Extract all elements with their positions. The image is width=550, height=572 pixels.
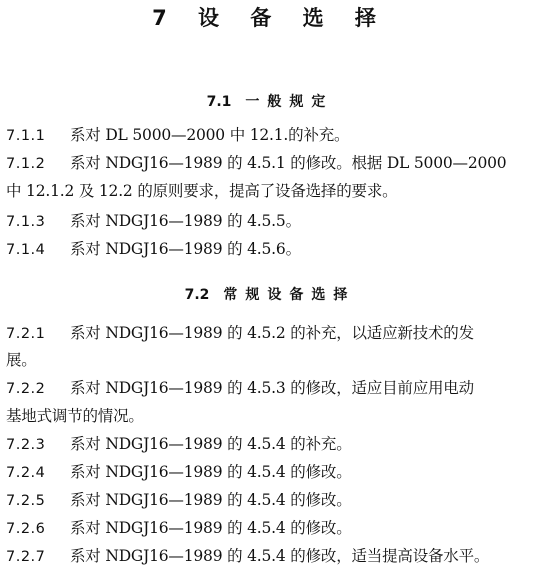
clause-number: 7.1.4: [6, 242, 46, 258]
clause-7-2-4: [6, 459, 544, 487]
clause-7-2-2: [6, 375, 544, 403]
clause-number: 7.2.4: [6, 465, 46, 481]
clause-7-2-2-continuation: 基地式调节的情况。: [6, 407, 144, 425]
clause-text: 系对 NDGJ16—1989 的 4.5.4 的补充。: [70, 435, 352, 453]
clause-number: 7.1.2: [6, 156, 46, 172]
clause-number: 7.2.5: [6, 493, 46, 509]
clause-number: 7.2.7: [6, 549, 46, 565]
clause-7-2-3: [6, 431, 544, 459]
clause-7-2-5: [6, 487, 544, 515]
clause-number: 7.2.2: [6, 381, 46, 397]
clause-text: 系对 NDGJ16—1989 的 4.5.2 的补充，以适应新技术的发: [70, 324, 474, 342]
clause-number: 7.2.3: [6, 437, 46, 453]
clause-7-2-7: [6, 543, 544, 571]
section-number: 7.1: [206, 94, 232, 110]
clause-text: 系对 DL 5000—2000 中 12.1.的补充。: [70, 126, 350, 144]
section-title: 常规设备选择: [223, 287, 356, 303]
clause-7-2-1-continuation: 展。: [6, 351, 37, 369]
clause-text: 系对 NDGJ16—1989 的 4.5.3 的修改，适应目前应用电动: [70, 379, 474, 397]
section-number: 7.2: [184, 287, 210, 303]
section-heading-7-1: [0, 91, 540, 113]
section-heading-7-2: [0, 284, 540, 306]
clause-number: 7.1.3: [6, 214, 46, 230]
clause-7-1-2: [6, 150, 544, 178]
clause-7-2-6: [6, 515, 544, 543]
clause-7-1-2-continuation: 中 12.1.2 及 12.2 的原则要求，提高了设备选择的要求。: [6, 182, 398, 200]
clause-text: 系对 NDGJ16—1989 的 4.5.4 的修改，适当提高设备水平。: [70, 547, 490, 565]
chapter-title: 7 设 备 选 择: [152, 6, 388, 30]
clause-7-2-1: [6, 320, 544, 348]
clause-text: 系对 NDGJ16—1989 的 4.5.4 的修改。: [70, 463, 352, 481]
clause-text: 系对 NDGJ16—1989 的 4.5.4 的修改。: [70, 491, 352, 509]
clause-text: 系对 NDGJ16—1989 的 4.5.4 的修改。: [70, 519, 352, 537]
clause-number: 7.1.1: [6, 128, 46, 144]
clause-text: 系对 NDGJ16—1989 的 4.5.1 的修改。根据 DL 5000—2000: [70, 154, 507, 172]
clause-number: 7.2.6: [6, 521, 46, 537]
clause-7-1-3: [6, 208, 544, 236]
clause-text: 系对 NDGJ16—1989 的 4.5.6。: [70, 240, 301, 258]
clause-number: 7.2.1: [6, 326, 46, 342]
clause-text: 系对 NDGJ16—1989 的 4.5.5。: [70, 212, 301, 230]
clause-7-1-1: [6, 122, 544, 150]
clause-7-1-4: [6, 236, 544, 264]
section-title: 一般规定: [245, 94, 334, 110]
